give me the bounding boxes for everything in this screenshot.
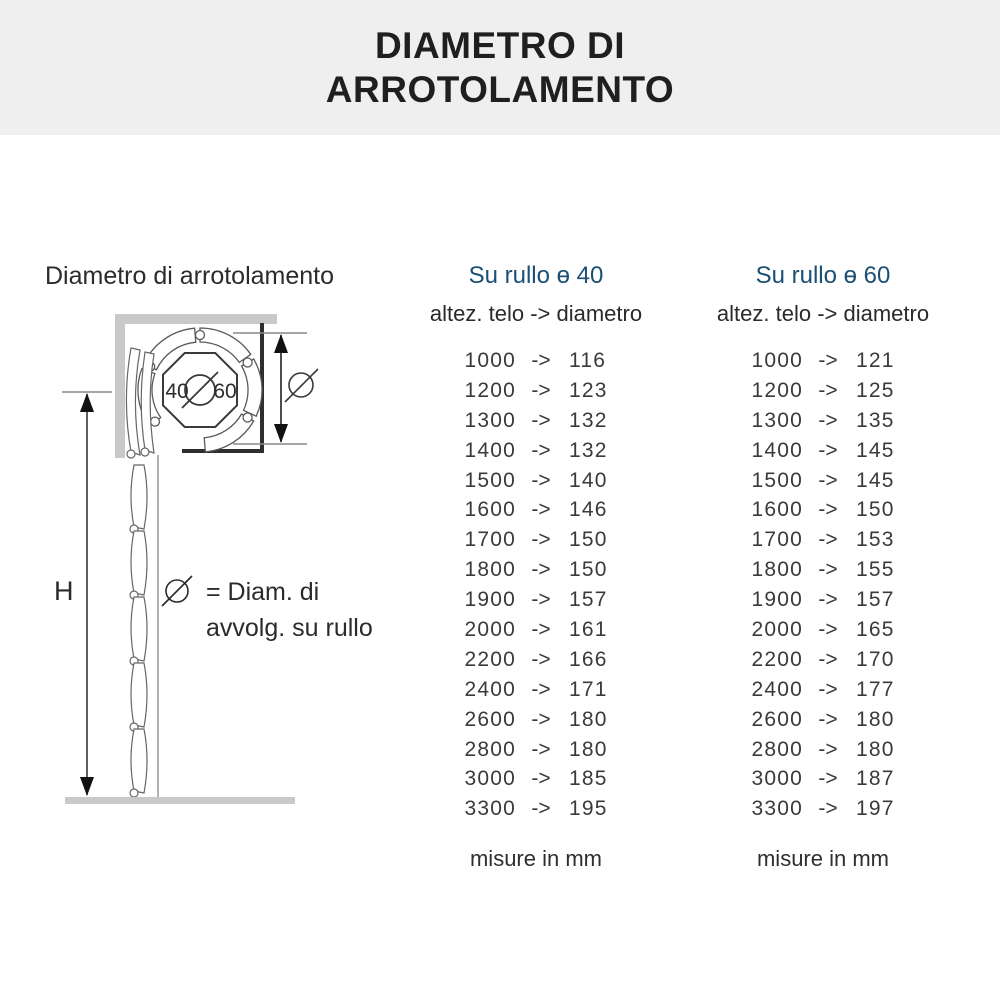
page-header <box>0 0 1000 135</box>
altezza-telo-value: 1500 <box>751 468 803 492</box>
floor-bar <box>65 797 295 804</box>
arrow-separator: -> <box>818 349 838 372</box>
altezza-telo-value: 2400 <box>464 677 516 701</box>
diametro-value: 132 <box>569 438 608 462</box>
altezza-telo-value: 3300 <box>464 797 516 821</box>
table-row <box>688 585 958 615</box>
arrow-separator: -> <box>818 528 838 552</box>
altezza-telo-value: 2800 <box>464 737 516 761</box>
diametro-value: 145 <box>856 468 895 492</box>
table-title: Su rullo ɵ 40 <box>468 262 604 289</box>
table-row <box>688 495 958 525</box>
altezza-telo-value: 1600 <box>751 498 803 522</box>
table-title: Su rullo ɵ 60 <box>755 262 891 289</box>
arrow-separator: -> <box>531 438 551 462</box>
arrow-separator: -> <box>818 408 838 432</box>
altezza-telo-value: 3300 <box>751 797 803 821</box>
altezza-telo-value: 1900 <box>751 588 803 612</box>
table-column-header: altez. telo -> diametro <box>716 301 930 326</box>
roller-size-60-label: 60 <box>213 380 237 403</box>
diametro-value: 180 <box>569 707 608 731</box>
roll-diameter-symbol-icon <box>285 369 318 402</box>
table-row <box>688 645 958 675</box>
diametro-value: 121 <box>856 349 895 372</box>
diametro-value: 185 <box>569 767 608 791</box>
table-row <box>688 675 958 705</box>
table-row <box>401 555 671 585</box>
arrow-separator: -> <box>818 677 838 701</box>
altezza-telo-value: 2400 <box>751 677 803 701</box>
table-row <box>401 376 671 406</box>
table-row <box>688 615 958 645</box>
altezza-telo-value: 2800 <box>751 737 803 761</box>
altezza-telo-value: 2200 <box>464 647 516 671</box>
diametro-value: 145 <box>856 438 895 462</box>
diametro-value: 140 <box>569 468 608 492</box>
diametro-value: 177 <box>856 677 895 701</box>
table-footer: misure in mm <box>469 846 602 871</box>
table-row <box>688 735 958 765</box>
legend-diameter-icon <box>162 576 192 606</box>
table-row <box>401 645 671 675</box>
diametro-value: 171 <box>569 677 608 701</box>
diametro-value: 166 <box>569 647 608 671</box>
arrow-separator: -> <box>818 588 838 612</box>
table-row <box>688 376 958 406</box>
table-row <box>401 585 671 615</box>
arrow-separator: -> <box>818 438 838 462</box>
diametro-value: 157 <box>856 588 895 612</box>
arrow-separator: -> <box>531 737 551 761</box>
diametro-value: 125 <box>856 378 895 402</box>
table-row <box>401 675 671 705</box>
arrow-separator: -> <box>818 558 838 582</box>
altezza-telo-value: 2000 <box>464 618 516 642</box>
diametro-value: 150 <box>569 558 608 582</box>
height-label: H <box>54 576 74 606</box>
roller-size-40-label: 40 <box>165 380 189 403</box>
arrow-separator: -> <box>818 618 838 642</box>
arrow-separator: -> <box>531 408 551 432</box>
table-row <box>401 436 671 466</box>
arrow-separator: -> <box>818 468 838 492</box>
arrow-separator: -> <box>531 558 551 582</box>
diametro-value: 187 <box>856 767 895 791</box>
altezza-telo-value: 3000 <box>751 767 803 791</box>
page-title-line2: ARROTOLAMENTO <box>325 68 675 110</box>
table-column-header: altez. telo -> diametro <box>429 301 643 326</box>
table-row <box>401 615 671 645</box>
table-row <box>401 346 671 376</box>
arrow-separator: -> <box>818 647 838 671</box>
table-rows <box>401 346 671 824</box>
arrow-separator: -> <box>531 468 551 492</box>
altezza-telo-value: 1200 <box>464 378 516 402</box>
table-row <box>401 466 671 496</box>
diametro-value: 180 <box>856 737 895 761</box>
arrow-separator: -> <box>531 528 551 552</box>
arrow-separator: -> <box>818 767 838 791</box>
altezza-telo-value: 1800 <box>751 558 803 582</box>
diametro-value: 180 <box>569 737 608 761</box>
arrow-separator: -> <box>818 797 838 821</box>
roller-shutter-diagram <box>30 290 420 840</box>
altezza-telo-value: 1700 <box>464 528 516 552</box>
altezza-telo-value: 1000 <box>751 349 803 372</box>
arrow-separator: -> <box>531 618 551 642</box>
table-row <box>688 525 958 555</box>
altezza-telo-value: 2600 <box>751 707 803 731</box>
table-row <box>401 735 671 765</box>
arrow-separator: -> <box>531 707 551 731</box>
table-rows <box>688 346 958 824</box>
table-footer: misure in mm <box>756 846 889 871</box>
table-row <box>688 705 958 735</box>
diametro-value: 195 <box>569 797 608 821</box>
table-row <box>688 555 958 585</box>
curtain-slats <box>130 465 147 797</box>
arrow-separator: -> <box>531 349 551 372</box>
altezza-telo-value: 1000 <box>464 349 516 372</box>
diametro-value: 150 <box>856 498 895 522</box>
table-row <box>688 764 958 794</box>
table-rullo-60 <box>688 262 958 902</box>
altezza-telo-value: 1200 <box>751 378 803 402</box>
table-row <box>688 346 958 376</box>
table-row <box>688 406 958 436</box>
altezza-telo-value: 2600 <box>464 707 516 731</box>
altezza-telo-value: 1300 <box>464 408 516 432</box>
table-row <box>688 794 958 824</box>
arrow-separator: -> <box>531 378 551 402</box>
arrow-separator: -> <box>818 707 838 731</box>
table-row <box>401 705 671 735</box>
diametro-value: 157 <box>569 588 608 612</box>
altezza-telo-value: 1300 <box>751 408 803 432</box>
arrow-separator: -> <box>818 737 838 761</box>
altezza-telo-value: 1400 <box>464 438 516 462</box>
altezza-telo-value: 1700 <box>751 528 803 552</box>
diametro-value: 161 <box>569 618 608 642</box>
table-row <box>401 764 671 794</box>
page-title <box>326 24 674 112</box>
diametro-value: 123 <box>569 378 608 402</box>
altezza-telo-value: 1900 <box>464 588 516 612</box>
altezza-telo-value: 1600 <box>464 498 516 522</box>
table-row <box>401 495 671 525</box>
diametro-value: 170 <box>856 647 895 671</box>
diametro-value: 197 <box>856 797 895 821</box>
diametro-value: 165 <box>856 618 895 642</box>
table-row <box>688 466 958 496</box>
altezza-telo-value: 1400 <box>751 438 803 462</box>
arrow-separator: -> <box>818 498 838 522</box>
arrow-separator: -> <box>531 797 551 821</box>
altezza-telo-value: 2000 <box>751 618 803 642</box>
diametro-value: 132 <box>569 408 608 432</box>
diagram-title: Diametro di arrotolamento <box>45 262 335 290</box>
arrow-separator: -> <box>531 677 551 701</box>
diametro-value: 155 <box>856 558 895 582</box>
table-row <box>401 406 671 436</box>
diametro-value: 150 <box>569 528 608 552</box>
diametro-value: 135 <box>856 408 895 432</box>
diametro-value: 153 <box>856 528 895 552</box>
legend-line2: avvolg. su rullo <box>206 614 373 642</box>
altezza-telo-value: 3000 <box>464 767 516 791</box>
diametro-value: 180 <box>856 707 895 731</box>
table-row <box>688 436 958 466</box>
altezza-telo-value: 1500 <box>464 468 516 492</box>
diametro-value: 116 <box>569 349 607 372</box>
arrow-separator: -> <box>531 498 551 522</box>
table-row <box>401 794 671 824</box>
table-row <box>401 525 671 555</box>
arrow-separator: -> <box>531 767 551 791</box>
arrow-separator: -> <box>531 647 551 671</box>
arrow-separator: -> <box>531 588 551 612</box>
page-title-line1: DIAMETRO DI <box>374 24 626 66</box>
arrow-separator: -> <box>818 378 838 402</box>
diametro-value: 146 <box>569 498 608 522</box>
legend-line1: = Diam. di <box>206 578 320 606</box>
table-rullo-40 <box>401 262 671 902</box>
altezza-telo-value: 1800 <box>464 558 516 582</box>
altezza-telo-value: 2200 <box>751 647 803 671</box>
